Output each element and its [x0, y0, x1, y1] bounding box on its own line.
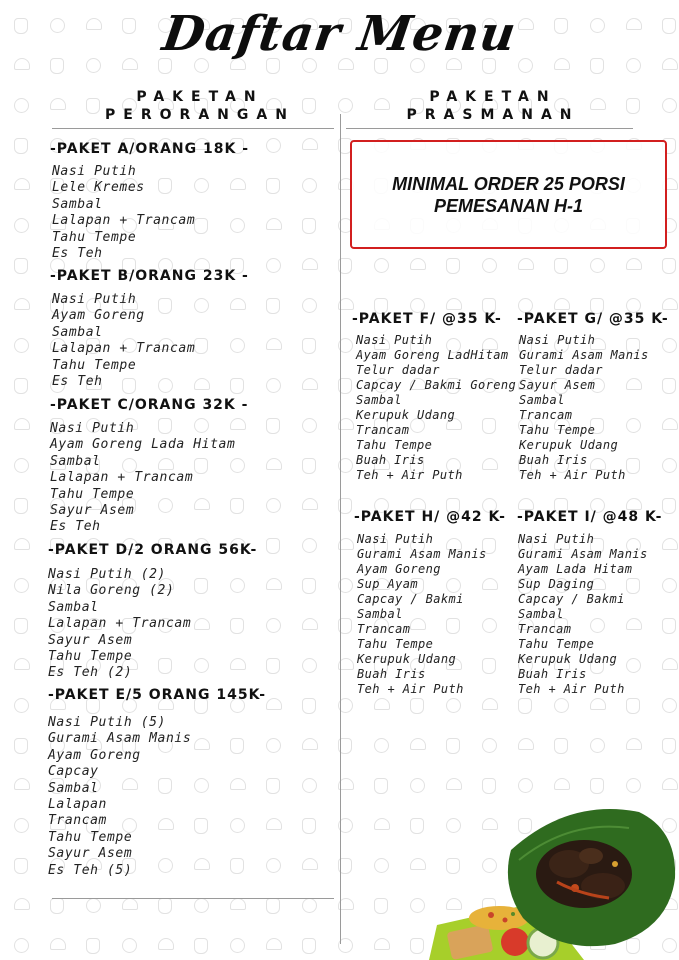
- package-heading: -PAKET D/2 ORANG 56K-: [48, 542, 258, 558]
- menu-item: Gurami Asam Manis: [357, 547, 487, 561]
- package-items: [50, 421, 235, 536]
- menu-item: Nasi Putih: [50, 421, 135, 436]
- menu-item: Ayam Goreng: [48, 747, 141, 763]
- package-heading: -PAKET I/ @48 K-: [517, 509, 663, 525]
- column-divider: [340, 114, 341, 944]
- menu-item: Nasi Putih (5): [48, 715, 166, 730]
- menu-item: Es Teh (2): [48, 665, 133, 681]
- menu-item: Sambal: [52, 324, 103, 340]
- menu-item: Sup Ayam: [357, 577, 418, 591]
- menu-item: Sayur Asem: [50, 503, 135, 519]
- package-heading: -PAKET F/ @35 K-: [352, 311, 502, 327]
- menu-item: Capcay / Bakmi: [357, 592, 464, 606]
- menu-item: Ayam Goreng Lada Hitam: [50, 437, 236, 453]
- menu-item: Teh + Air Puth: [518, 682, 625, 696]
- package-items: [52, 164, 195, 262]
- menu-item: Ayam Lada Hitam: [518, 562, 633, 576]
- menu-item: Tahu Tempe: [519, 423, 596, 437]
- menu-item: Capcay / Bakmi: [518, 592, 625, 606]
- menu-item: Buah Iris: [356, 453, 425, 467]
- menu-item: Buah Iris: [357, 667, 426, 681]
- heading-prasmanan-line1: PAKETAN: [429, 89, 557, 105]
- heading-perorangan-line2: PERORANGAN: [105, 107, 295, 123]
- menu-item: Sambal: [519, 393, 565, 407]
- menu-item: Nasi Putih: [52, 292, 137, 307]
- menu-item: Sambal: [518, 607, 564, 621]
- package-heading: -PAKET G/ @35 K-: [517, 311, 669, 327]
- menu-item: Sambal: [356, 393, 402, 407]
- menu-item: Trancam: [48, 813, 107, 829]
- package-items: [48, 567, 191, 682]
- menu-item: Gurami Asam Manis: [518, 547, 648, 561]
- heading-prasmanan: [355, 88, 631, 124]
- package-items: [52, 292, 195, 390]
- package-heading: -PAKET E/5 ORANG 145K-: [48, 687, 267, 703]
- heading-perorangan: [62, 88, 338, 124]
- package-items: [518, 532, 648, 697]
- menu-item: Capcay / Bakmi Goreng: [356, 378, 517, 392]
- menu-item: Trancam: [519, 408, 573, 422]
- menu-item: Tahu Tempe: [518, 637, 595, 651]
- menu-item: Kerupuk Udang: [518, 652, 618, 666]
- menu-item: Tahu Tempe: [48, 649, 133, 665]
- menu-item: Sambal: [52, 196, 103, 212]
- menu-item: Teh + Air Puth: [519, 468, 626, 482]
- menu-item: Nasi Putih: [519, 333, 596, 347]
- menu-item: Nasi Putih: [357, 532, 434, 546]
- package-heading: -PAKET B/ORANG 23K -: [50, 268, 249, 284]
- header-divider-right: [346, 128, 633, 129]
- menu-item: Nasi Putih: [356, 333, 433, 347]
- menu-item: Nila Goreng (2): [48, 583, 175, 599]
- menu-item: Trancam: [356, 423, 410, 437]
- menu-item: Ayam Goreng: [357, 562, 441, 576]
- menu-item: Teh + Air Puth: [357, 682, 464, 696]
- menu-item: Tahu Tempe: [52, 357, 137, 373]
- package-items: [48, 715, 191, 879]
- menu-item: Nasi Putih (2): [48, 567, 166, 582]
- menu-item: Telur dadar: [356, 363, 440, 377]
- menu-item: Es Teh: [50, 519, 101, 535]
- menu-item: Es Teh: [52, 246, 103, 262]
- menu-item: Lalapan + Trancam: [52, 341, 196, 357]
- menu-item: Capcay: [48, 764, 99, 780]
- menu-item: Ayam Goreng: [52, 308, 145, 324]
- menu-item: Buah Iris: [519, 453, 588, 467]
- menu-item: Lalapan + Trancam: [48, 616, 192, 632]
- menu-item: Es Teh (5): [48, 862, 133, 878]
- heading-prasmanan-line2: PRASMANAN: [406, 107, 580, 123]
- menu-item: Teh + Air Puth: [356, 468, 463, 482]
- menu-item: Sayur Asem: [48, 632, 133, 648]
- minimum-order-notice: [350, 140, 667, 249]
- menu-item: Tahu Tempe: [50, 486, 135, 502]
- package-items: [357, 532, 487, 697]
- menu-item: Nasi Putih: [518, 532, 595, 546]
- menu-item: Sambal: [50, 453, 101, 469]
- menu-item: Lalapan + Trancam: [52, 213, 196, 229]
- menu-item: Buah Iris: [518, 667, 587, 681]
- menu-item: Sambal: [48, 599, 99, 615]
- menu-item: Lalapan + Trancam: [50, 470, 194, 486]
- menu-item: Ayam Goreng LadHitam: [356, 348, 509, 362]
- menu-item: Tahu Tempe: [48, 829, 133, 845]
- menu-item: Trancam: [357, 622, 411, 636]
- heading-perorangan-line1: PAKETAN: [136, 89, 264, 105]
- menu-item: Kerupuk Udang: [519, 438, 619, 452]
- header-divider-left: [52, 128, 334, 129]
- menu-item: Lalapan: [48, 797, 107, 813]
- footer-divider: [52, 898, 334, 899]
- menu-item: Tahu Tempe: [356, 438, 433, 452]
- menu-item: Sayur Asem: [519, 378, 596, 392]
- package-heading: -PAKET A/ORANG 18K -: [50, 141, 250, 157]
- menu-item: Lele Kremes: [52, 180, 145, 196]
- menu-item: Sup Daging: [518, 577, 595, 591]
- menu-item: Sambal: [48, 780, 99, 796]
- menu-item: Gurami Asam Manis: [48, 731, 192, 747]
- package-items: [356, 333, 516, 483]
- menu-item: Kerupuk Udang: [357, 652, 457, 666]
- menu-item: Telur dadar: [519, 363, 603, 377]
- package-heading: -PAKET H/ @42 K-: [354, 509, 506, 525]
- menu-item: Gurami Asam Manis: [519, 348, 649, 362]
- notice-line-2: PEMESANAN H-1: [433, 195, 584, 216]
- package-items: [519, 333, 649, 483]
- menu-item: Tahu Tempe: [52, 229, 137, 245]
- menu-item: Es Teh: [52, 374, 103, 390]
- menu-item: Sayur Asem: [48, 846, 133, 862]
- food-photo: [419, 790, 679, 960]
- page-title: Daftar Menu: [159, 6, 520, 62]
- package-heading: -PAKET C/ORANG 32K -: [50, 397, 249, 413]
- menu-item: Kerupuk Udang: [356, 408, 456, 422]
- menu-item: Tahu Tempe: [357, 637, 434, 651]
- tomato-slice: [501, 928, 529, 956]
- menu-item: Trancam: [518, 622, 572, 636]
- menu-item: Nasi Putih: [52, 164, 137, 179]
- menu-item: Sambal: [357, 607, 403, 621]
- notice-line-1: MINIMAL ORDER 25 PORSI: [392, 173, 625, 194]
